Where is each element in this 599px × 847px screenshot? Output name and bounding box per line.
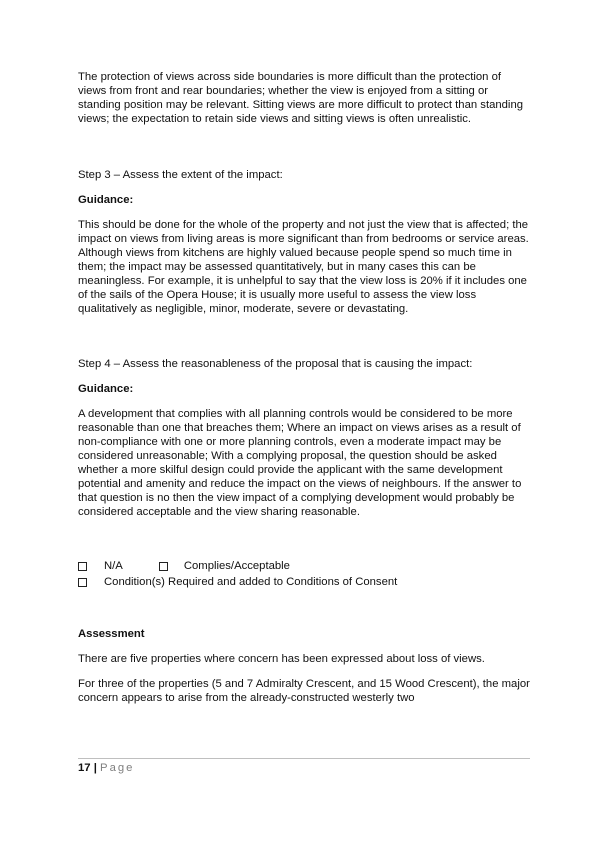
paragraph-three-properties: For three of the properties (5 and 7 Admiralty Crescent, and 15 Wood Crescent), the major concern appears to arise from the already-constructed westerly two — [78, 678, 530, 704]
page-separator: | — [90, 762, 101, 774]
paragraph-extent-impact: This should be done for the whole of the property and not just the view that is affected; the impact on views from living areas is more significant than from bedrooms or service areas. Although views from kitchens are highly valued because people spend so much time in them; the impact may be assessed quantitatively, but in many cases this can be meaningless. For example, it is unhelpful to say that the view loss is 20% if it includes one of the sails of the Opera House; it is usually more useful to assess the view loss qualitatively as negligible, minor, moderate, severe or devastating. — [78, 219, 529, 315]
checkbox-complies-label: Complies/Acceptable — [183, 560, 290, 572]
step-3-heading: Step 3 – Assess the extent of the impact: — [78, 169, 283, 181]
checkbox-complies[interactable] — [159, 562, 168, 571]
document-body — [78, 70, 530, 705]
paragraph-five-properties: There are five properties where concern has been expressed about loss of views. — [78, 653, 485, 665]
checkbox-na[interactable] — [78, 562, 87, 571]
page-label: Page — [100, 762, 135, 774]
checkbox-condition[interactable] — [78, 578, 87, 587]
guidance-heading-2: Guidance: — [78, 383, 134, 395]
checkbox-row-1 — [78, 559, 530, 573]
guidance-heading-1: Guidance: — [78, 194, 134, 206]
page-number: 17 — [78, 762, 91, 774]
step-4-heading: Step 4 – Assess the reasonableness of the proposal that is causing the impact: — [78, 358, 473, 370]
checkbox-condition-label: Condition(s) Required and added to Conditions of Consent — [104, 576, 398, 588]
paragraph-reasonableness: A development that complies with all planning controls would be considered to be more reasonable than one that breaches them; Where an impact on views arises as a result of non-compliance with one or more planning controls, even a moderate impact may be considered unreasonable; With a complying proposal, the question should be asked whether a more skilful design could provide the applicant with the same development potential and amenity and reduce the impact on the views of neighbours. If the answer to that question is no then the view impact of a complying development would probably be considered acceptable and the view sharing reasonable. — [78, 408, 522, 518]
assessment-heading: Assessment — [78, 628, 145, 640]
checkbox-row-2 — [78, 575, 530, 589]
page-footer — [78, 758, 530, 774]
paragraph-side-views: The protection of views across side boundaries is more difficult than the protection of views from front and rear boundaries; whether the view is enjoyed from a sitting or standing position may be relevant. Sitting views are more difficult to protect than standing views; the expectation to retain side views and sitting views is often unrealistic. — [78, 71, 524, 125]
checkbox-na-label: N/A — [104, 560, 123, 572]
